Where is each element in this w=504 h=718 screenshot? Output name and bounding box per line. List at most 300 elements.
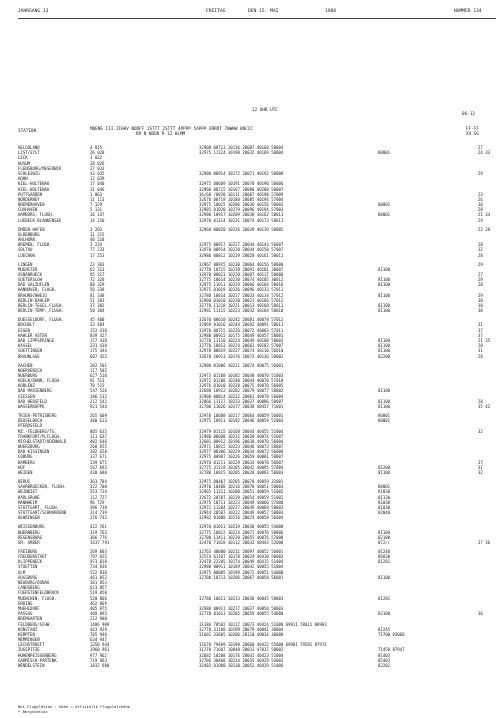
wind-gusts: 36 [478, 611, 483, 617]
synop-groups: 32980 10917 10209 20030 40162 58013 [199, 212, 284, 218]
station-name: HELGOLAND [18, 145, 40, 150]
station-name: AHLHORN [18, 236, 35, 242]
station-name: MZ.-FELDBERG/TS. [18, 428, 57, 434]
station-height-id: 1350 944 [90, 642, 110, 648]
synop-groups: 32780 10915 10205 20028 40083 56003 [199, 470, 284, 476]
station-name: MANNHEIM [18, 499, 38, 505]
extra-groups: 71458 87947 [378, 647, 405, 653]
station-row [18, 218, 496, 223]
station-height-id: 409 893 [90, 611, 107, 617]
synop-groups: 36/60 /0820 10111 20087 40198 57009 [199, 191, 284, 197]
wind-gusts: 21 34 [478, 212, 491, 218]
station-height-id: 212 900 [90, 616, 107, 622]
issue-number: NUMMER 134 [454, 9, 482, 14]
station-name: COBURG [18, 454, 33, 460]
station-height-id: 17 040 [90, 181, 105, 187]
station-name: BRAUNLAGE [18, 353, 40, 359]
station-height-id: 175 444 [90, 348, 107, 354]
station-name: DEUSELBACH [18, 418, 43, 424]
synop-groups: 32975 01019 10226 20096 40133 57011 [199, 287, 284, 293]
wind-gusts: 26 [478, 196, 483, 202]
synop-groups: 32980 00812 10219 20028 40161 58011 [199, 252, 284, 258]
station-height-id: 112 727 [90, 494, 107, 500]
extra-groups: 80001 [378, 484, 391, 490]
station-height-id: 111 637 [90, 433, 107, 439]
extra-groups: 82040 [378, 510, 391, 516]
year-label: 1988 [325, 9, 337, 14]
wind-gusts: 30 [478, 308, 483, 314]
station-name: HUSUM [18, 160, 31, 166]
station-name: NORDERNEY [18, 196, 40, 202]
wind-gusts: 29 [478, 217, 483, 223]
station-height-id: 40 218 [90, 236, 105, 242]
station-name: HOHENPEISSENBERG [18, 652, 57, 658]
synop-groups: 32980 00608 10232 20038 40074 55007 [199, 433, 284, 439]
station-height-id: 977 962 [90, 652, 107, 658]
station-height-id: 276 742 [90, 515, 107, 521]
synop-groups: 32977 00306 10229 20034 40072 56006 [199, 449, 284, 455]
station-name: EMDEN-HAFEN [18, 226, 45, 232]
footnote-airport: Bei Flugplätzen : Höhe = offizielle Flugplatzhöhe [18, 704, 131, 709]
synop-groups: 32574 61107 10178 20024 40410 50002 [199, 554, 284, 560]
station-row [18, 354, 496, 359]
wind-gusts: 28 [478, 282, 483, 288]
station-name: BREMGARTEN [18, 616, 43, 622]
wind-gusts: 29 [478, 261, 483, 267]
station-name: BERLIN-TEMP.,FLUGH. [18, 308, 64, 314]
station-height-id: 805 635 [90, 428, 107, 434]
synop-groups: 32970 00823 10220 20087 40117 58006 [199, 271, 284, 277]
station-height-id: 443 929 [90, 626, 107, 632]
station-height-id: 2960 961 [90, 647, 110, 653]
station-height-id: 705 946 [90, 631, 107, 637]
synop-groups: 32980 00914 10172 20071 40192 58008 [199, 170, 284, 176]
extra-groups: 82202 [378, 663, 391, 668]
station-height-id: 268 655 [90, 444, 107, 450]
synop-groups: 32980 00911 10217 20037 40050 58003 [199, 605, 284, 611]
station-name: NUERNBERG [18, 529, 40, 535]
synop-groups: 32970 01011 10219 20030 40055 54000 [199, 524, 284, 530]
synop-groups: 32763 40000 10211 20097 40052 56001 [199, 548, 284, 554]
station-height-id: 28 026 [90, 160, 105, 166]
synop-groups: 32970 01114 10231 20074 40173 58011 [199, 217, 284, 223]
synop-groups: 32780 10814 10217 20033 40134 57012 [199, 292, 284, 298]
extra-groups: 81100 [378, 282, 391, 288]
station-height-id: 23 404 [90, 322, 105, 328]
station-name: GARMISCH-PARTENK. [18, 657, 59, 663]
synop-groups: 32670 00719 10180 20085 40194 57004 [199, 196, 284, 202]
wind-gusts: 30 [478, 303, 483, 309]
wind-gusts: 21 35 [478, 337, 491, 343]
synop-groups: 32980 00814 10232 20061 40078 56004 [199, 393, 284, 399]
station-name: LUECHOW [18, 252, 35, 258]
station-name: GR. ARBER [18, 539, 40, 545]
station-height-id: 96 729 [90, 499, 105, 505]
wind-gusts: 27 36 [478, 539, 491, 545]
station-height-id: 16 147 [90, 212, 105, 218]
station-height-id: 366 776 [90, 534, 107, 540]
station-height-id: 322 708 [90, 484, 107, 490]
station-name: BAD MARIENBERG [18, 388, 52, 394]
synop-groups: 32970 00819 10227 20074 40110 56010 [199, 348, 284, 354]
station-height-id: 719 963 [90, 657, 107, 663]
station-height-id: 23 303 [90, 261, 105, 267]
obs-date-code: 06-12 [462, 112, 475, 117]
station-row [18, 540, 496, 545]
synop-groups: 32969 01016 10244 20092 40091 58011 [199, 322, 284, 328]
synop-groups: 32670 20913 10176 20073 40136 58002 [199, 353, 284, 359]
extra-groups: 71700 83060 [378, 631, 405, 637]
synop-groups: 32978 10608 10217 20064 40059 56001 [199, 412, 284, 418]
extra-groups: 872// [378, 539, 391, 545]
extra-groups: 81030 [378, 489, 391, 495]
wind-gusts: 32 [478, 470, 483, 476]
station-height-id: 95 317 [90, 271, 105, 277]
station-row [18, 253, 496, 258]
station-height-id: 438 688 [90, 470, 107, 476]
synop-groups: 32980 00915 10175 20049 40457 58001 [199, 332, 284, 338]
station-name: ERDING [18, 600, 33, 606]
station-name: WEIDEN [18, 470, 33, 476]
station-name: KONSTANZ [18, 626, 38, 632]
extra-groups: 81030 [378, 499, 391, 505]
station-name: WENDELSTEIN [18, 663, 45, 668]
station-height-id: 77 233 [90, 247, 105, 253]
extra-groups: 81245 [378, 626, 391, 632]
synop-groups: 32985 01020 10179 20096 40194 57003 [199, 207, 284, 213]
synop-groups: 32786 30408 10214 20035 40429 54002 [199, 657, 284, 663]
synop-groups: 32775 31119 10185 20042 40095 57004 [199, 464, 284, 470]
extra-groups: 82100 [378, 611, 391, 617]
extra-groups: 81100 [378, 343, 391, 349]
station-height-id: 81 348 [90, 292, 105, 298]
station-height-id: 634 947 [90, 637, 107, 643]
station-height-id: 11 215 [90, 231, 105, 237]
station-height-id: 1437 791 [90, 539, 110, 545]
station-name: FREIBURG [18, 548, 38, 554]
wind-gusts: 28 [478, 343, 483, 349]
col-right-line1: FF-FF [466, 127, 479, 132]
synop-groups: 11670 79409 10190 20060 40422 55000 69901 79581 87974 [199, 642, 327, 648]
station-height-id: 4 015 [90, 145, 103, 150]
wind-gusts: 29 [478, 170, 483, 176]
station-name: ULM [18, 569, 26, 575]
station-height-id: 519 858 [90, 590, 107, 596]
synop-groups: 32770 31108 10199 20079 40041 38004 [199, 626, 284, 632]
synop-groups: 32672 20707 10239 20054 40059 51002 [199, 494, 284, 500]
synop-groups: 32680 10912 10202 20079 40077 58002 [199, 388, 284, 394]
wind-gusts: 32 [478, 428, 483, 434]
station-name: CUXHAVEN [18, 207, 38, 213]
station-name: GIESSEN [18, 393, 35, 399]
station-height-id: 7 129 [90, 202, 103, 208]
station-height-id: 282 658 [90, 449, 107, 455]
synop-groups: 32775 10614 10230 20074 40105 30012 [199, 277, 284, 283]
extra-groups: 81030 [378, 504, 391, 510]
footnote-mountain: * Bergstation [18, 709, 48, 714]
station-height-id: 462 869 [90, 600, 107, 606]
synop-groups: 32972 01208 10240 20044 40070 57010 [199, 378, 284, 384]
synop-groups: 32975 11013 10229 20066 40104 58016 [199, 282, 284, 288]
station-name: MUENCHEN, FLUGH. [18, 595, 57, 601]
synop-groups: 32975 00917 10227 20044 40143 56007 [199, 242, 284, 248]
synop-groups: 32483 01908 10130 20052 40429 51006 [199, 663, 284, 668]
synop-groups: 32770 01013 10205 20059 40055 54000 [199, 611, 284, 617]
wind-gusts: 22 28 [478, 226, 491, 232]
station-name: KIEL-HOLTENAU [18, 181, 50, 187]
station-height-id: 56 338 [90, 287, 105, 293]
extra-groups: 81281 [378, 595, 391, 601]
extra-groups: 80001 [378, 202, 391, 208]
col-right-line2: XX GG [466, 132, 479, 137]
extra-groups: 81281 [378, 559, 391, 565]
wind-gusts: 28 [478, 207, 483, 213]
synop-groups: 32965 11211 10200 20051 40059 51002 [199, 489, 284, 495]
synop-groups: 32982 01008 10216 20074 40058 56004 [199, 515, 284, 521]
synop-groups: 32975 00805 10199 20072 40051 54000 [199, 569, 284, 575]
extra-groups: 81200 [378, 464, 391, 470]
station-height-id: 520 866 [90, 595, 107, 601]
synop-groups: 32978 01211 10229 20033 40078 56007 [199, 459, 284, 465]
synop-groups: 32967 00915 10230 20064 40156 58008 [199, 261, 284, 267]
wind-gusts: 37 [478, 327, 483, 333]
extra-groups: 80001 [378, 150, 391, 156]
station-name: WASSERKUPPE [18, 404, 45, 409]
extra-groups: 81100 [378, 348, 391, 354]
page-header [18, 7, 496, 16]
wind-gusts: 37 [478, 332, 483, 338]
extra-groups: 81100 [378, 574, 391, 580]
extra-groups: 81100 [378, 529, 391, 535]
synop-groups: 32775 10812 10224 20071 40076 58006 [199, 529, 284, 535]
synop-groups: 32975 11124 10190 20032 40189 58004 [199, 150, 284, 156]
station-name: HAHLER ASTEN [18, 332, 47, 338]
wind-gusts: 28 [478, 242, 483, 248]
weekday-label: FREITAG [206, 9, 226, 14]
synop-groups: 32975 10711 10223 20049 40066 57006 [199, 499, 284, 505]
synop-groups: 32780 10611 10213 20038 40045 58003 [199, 595, 284, 601]
station-name: SAARBRUECKEN, FLUGH. [18, 484, 67, 490]
synop-groups: 32908 00713 10136 20087 40168 58004 [199, 145, 284, 150]
extra-groups: 81100 [378, 337, 391, 343]
station-name: FREUDENSTADT [18, 554, 47, 560]
station-row [18, 663, 496, 668]
synop-groups: 32972 11204 10227 20049 40069 58002 [199, 504, 284, 510]
station-name: BREMEN, FLUGH. [18, 242, 52, 248]
station-name: FELDBERG/SCHW. [18, 621, 52, 627]
station-height-id: 27 033 [90, 165, 105, 171]
extra-groups: 81100 [378, 404, 391, 409]
station-name: OSNABRUECK [18, 271, 43, 277]
synop-groups: 32470 71018 10112 20032 40443 52008 [199, 539, 284, 545]
station-row [18, 470, 496, 475]
extra-groups: 81100 [378, 303, 391, 309]
station-name: MEMMINGEN [18, 637, 40, 643]
station-height-id: 202 501 [90, 362, 107, 368]
station-height-id: 45 400 [90, 317, 105, 323]
station-height-id: 14 150 [90, 217, 105, 223]
station-height-id: 212 542 [90, 398, 107, 404]
station-height-id: 422 761 [90, 524, 107, 530]
station-name: SOLTAU [18, 247, 33, 253]
station-height-id: 152 410 [90, 327, 107, 333]
synop-groups: 32975 10815 10206 20036 40156 58002 [199, 202, 284, 208]
station-height-id: 402 646 [90, 438, 107, 444]
extra-groups: 81100 [378, 266, 391, 272]
station-height-id: 627 510 [90, 372, 107, 378]
extra-groups: 82100 [378, 534, 391, 540]
station-name: KOBLENZ [18, 383, 35, 389]
station-name: BERLIN-TEGEL,FLUGH. [18, 303, 64, 309]
station-name: MUENSTER [18, 266, 38, 272]
synop-groups: 32770 11110 10224 20049 40108 58003 [199, 337, 284, 343]
extra-groups: 81100 [378, 308, 391, 314]
synop-groups: 32670 00610 10242 20081 40078 57012 [199, 317, 284, 323]
station-name: ZUGSPITZE [18, 647, 40, 653]
station-name: DUESSELDORF, FLUGH. [18, 317, 64, 323]
station-height-id: 3 022 [90, 155, 103, 161]
extra-groups: 80001 [378, 212, 391, 218]
extra-groups: 81240 [378, 548, 391, 554]
station-name: MICHELSTADT/ODENWALD [18, 438, 67, 444]
station-height-id: 17 253 [90, 252, 105, 258]
station-height-id: 3 203 [90, 226, 103, 232]
synop-groups: 32944 20507 10222 20049 40057 58003 [199, 510, 284, 516]
station-height-id: 186 532 [90, 393, 107, 399]
station-table [18, 145, 496, 668]
station-name: STUTTGART, FLUGH. [18, 504, 59, 510]
station-height-id: 1486 909 [90, 621, 110, 627]
station-height-id: 337 671 [90, 454, 107, 460]
wind-gusts: 29 [478, 277, 483, 283]
station-name: GOETTINGEN [18, 348, 43, 354]
synop-groups: 32970 10408 10216 20070 40051 58003 [199, 484, 284, 490]
synop-groups: 32973 01108 10182 20048 40070 51003 [199, 372, 284, 378]
station-height-id: 26 020 [90, 150, 105, 156]
station-name: LINGEN [18, 261, 33, 267]
wind-gusts: 27 [478, 145, 483, 150]
station-height-id: 623 857 [90, 585, 107, 591]
station-height-id: 396 738 [90, 504, 107, 510]
station-name: BOCHOLT [18, 322, 35, 328]
station-height-id: 1 063 [90, 191, 103, 197]
station-height-id: 734 836 [90, 564, 107, 570]
station-name: OLDENBURG [18, 231, 40, 237]
col-station: STATION [18, 129, 37, 134]
station-height-id: 547 526 [90, 388, 107, 394]
station-name: KASSEL [18, 343, 33, 349]
station-name: STUTTGART/SCHNARRENB [18, 510, 67, 516]
station-name: BREMERHAVEN [18, 202, 45, 208]
station-height-id: 11 113 [90, 196, 105, 202]
synop-groups: 32981 11115 10223 20032 40164 58010 [199, 308, 284, 314]
synop-groups: 32780 11026 10177 20038 40457 71001 [199, 404, 284, 409]
station-name: AUGSBURG [18, 574, 38, 580]
extra-groups: 80001 [378, 412, 391, 418]
station-name: MUEHLDORF [18, 605, 40, 611]
station-name: HANNOVER, FLUGH. [18, 287, 57, 293]
station-name: ESSEN [18, 327, 31, 333]
station-row [18, 404, 496, 409]
wind-gusts: 28 [478, 353, 483, 359]
station-height-id: 461 852 [90, 574, 107, 580]
extra-groups: 81100 [378, 398, 391, 404]
station-height-id: 50 384 [90, 308, 105, 314]
header-rule [18, 18, 496, 19]
station-row [18, 515, 496, 520]
station-name: KARLSRUHE [18, 494, 40, 500]
station-name: BAD KISSINGEN [18, 449, 50, 455]
wind-gusts: 28 [478, 398, 483, 404]
station-name: PFERDSFELD [18, 423, 43, 429]
station-height-id: 91 513 [90, 378, 105, 384]
station-height-id: 839 427 [90, 332, 107, 338]
station-height-id: 319 763 [90, 529, 107, 535]
date-label: DEN 15. MAI [248, 9, 279, 14]
wind-gusts: 23 [478, 191, 483, 197]
synop-groups: 32770 10812 10224 20062 40102 57007 [199, 343, 284, 349]
station-height-id: 12 039 [90, 176, 105, 182]
station-name: FRANKFURT/M,FLUGH. [18, 433, 62, 439]
station-height-id: 265 609 [90, 412, 107, 418]
station-name: KIEL-HOLTENAU [18, 186, 50, 192]
station-name: STOETTEN [18, 564, 38, 570]
synop-groups: 32975 00609 10191 20078 40190 58006 [199, 181, 284, 187]
synop-groups: 32780 11411 10220 20055 40076 57008 [199, 534, 284, 540]
station-height-id: 363 704 [90, 479, 107, 485]
wind-gusts: 35 42 [478, 404, 491, 409]
station-height-id: 921 544 [90, 404, 107, 409]
wind-gusts: 28 [478, 252, 483, 258]
station-name: AACHEN [18, 362, 33, 368]
wind-gusts: 24 33 [478, 150, 491, 156]
station-height-id: 381 853 [90, 580, 107, 585]
wind-gusts: 27 [478, 271, 483, 277]
station-height-id: 567 693 [90, 464, 107, 470]
station-name: BAD SALZUFLEN [18, 282, 50, 288]
wind-gusts: 30 [478, 202, 483, 208]
station-height-id: 5 131 [90, 207, 103, 213]
station-height-id: 62 313 [90, 266, 105, 272]
station-name: BERLIN-DAHLEM [18, 297, 50, 303]
station-height-id: 70 515 [90, 383, 105, 389]
station-name: SCHLESWIG [18, 170, 40, 176]
station-height-id: 973 818 [90, 559, 107, 565]
station-name: BERUS [18, 479, 31, 485]
station-name: WEINBIET [18, 489, 38, 495]
wind-gusts: 30 [478, 297, 483, 303]
synop-groups: 32770 11218 10221 20013 40160 58011 [199, 303, 284, 309]
synop-groups: 32975 00907 10226 20059 40081 58007 [199, 454, 284, 460]
volume-label: JAHRGANG 13 [18, 9, 49, 14]
synop-groups: 32478 22205 10174 20049 40415 51004 [199, 559, 284, 565]
extra-groups: 81100 [378, 292, 391, 298]
synop-groups: 32866 11117 10233 20037 40086 58007 [199, 398, 284, 404]
station-height-id: 405 875 [90, 605, 107, 611]
station-name: REGENSBURG [18, 534, 43, 540]
synop-groups: 32780 10713 10206 20067 40058 56001 [199, 574, 284, 580]
station-name: BAD HERSFELD [18, 398, 47, 404]
station-name: GUETERSLOH [18, 277, 43, 283]
station-height-id: 239 675 [90, 459, 107, 465]
station-name: BAMBERG [18, 459, 35, 465]
col-codes-line1: MDENE III IIHHV NDDFF 1STTT 2STTT 4PPPP 5APPP 6RRRT 7WWWW 8NCCC [90, 127, 253, 132]
station-height-id: 88 329 [90, 282, 105, 288]
station-name: LIST/SYLT [18, 150, 40, 156]
station-height-id: 269 803 [90, 548, 107, 554]
synop-groups: 32980 01010 10220 20021 40166 57012 [199, 297, 284, 303]
station-height-id: 117 502 [90, 367, 107, 373]
